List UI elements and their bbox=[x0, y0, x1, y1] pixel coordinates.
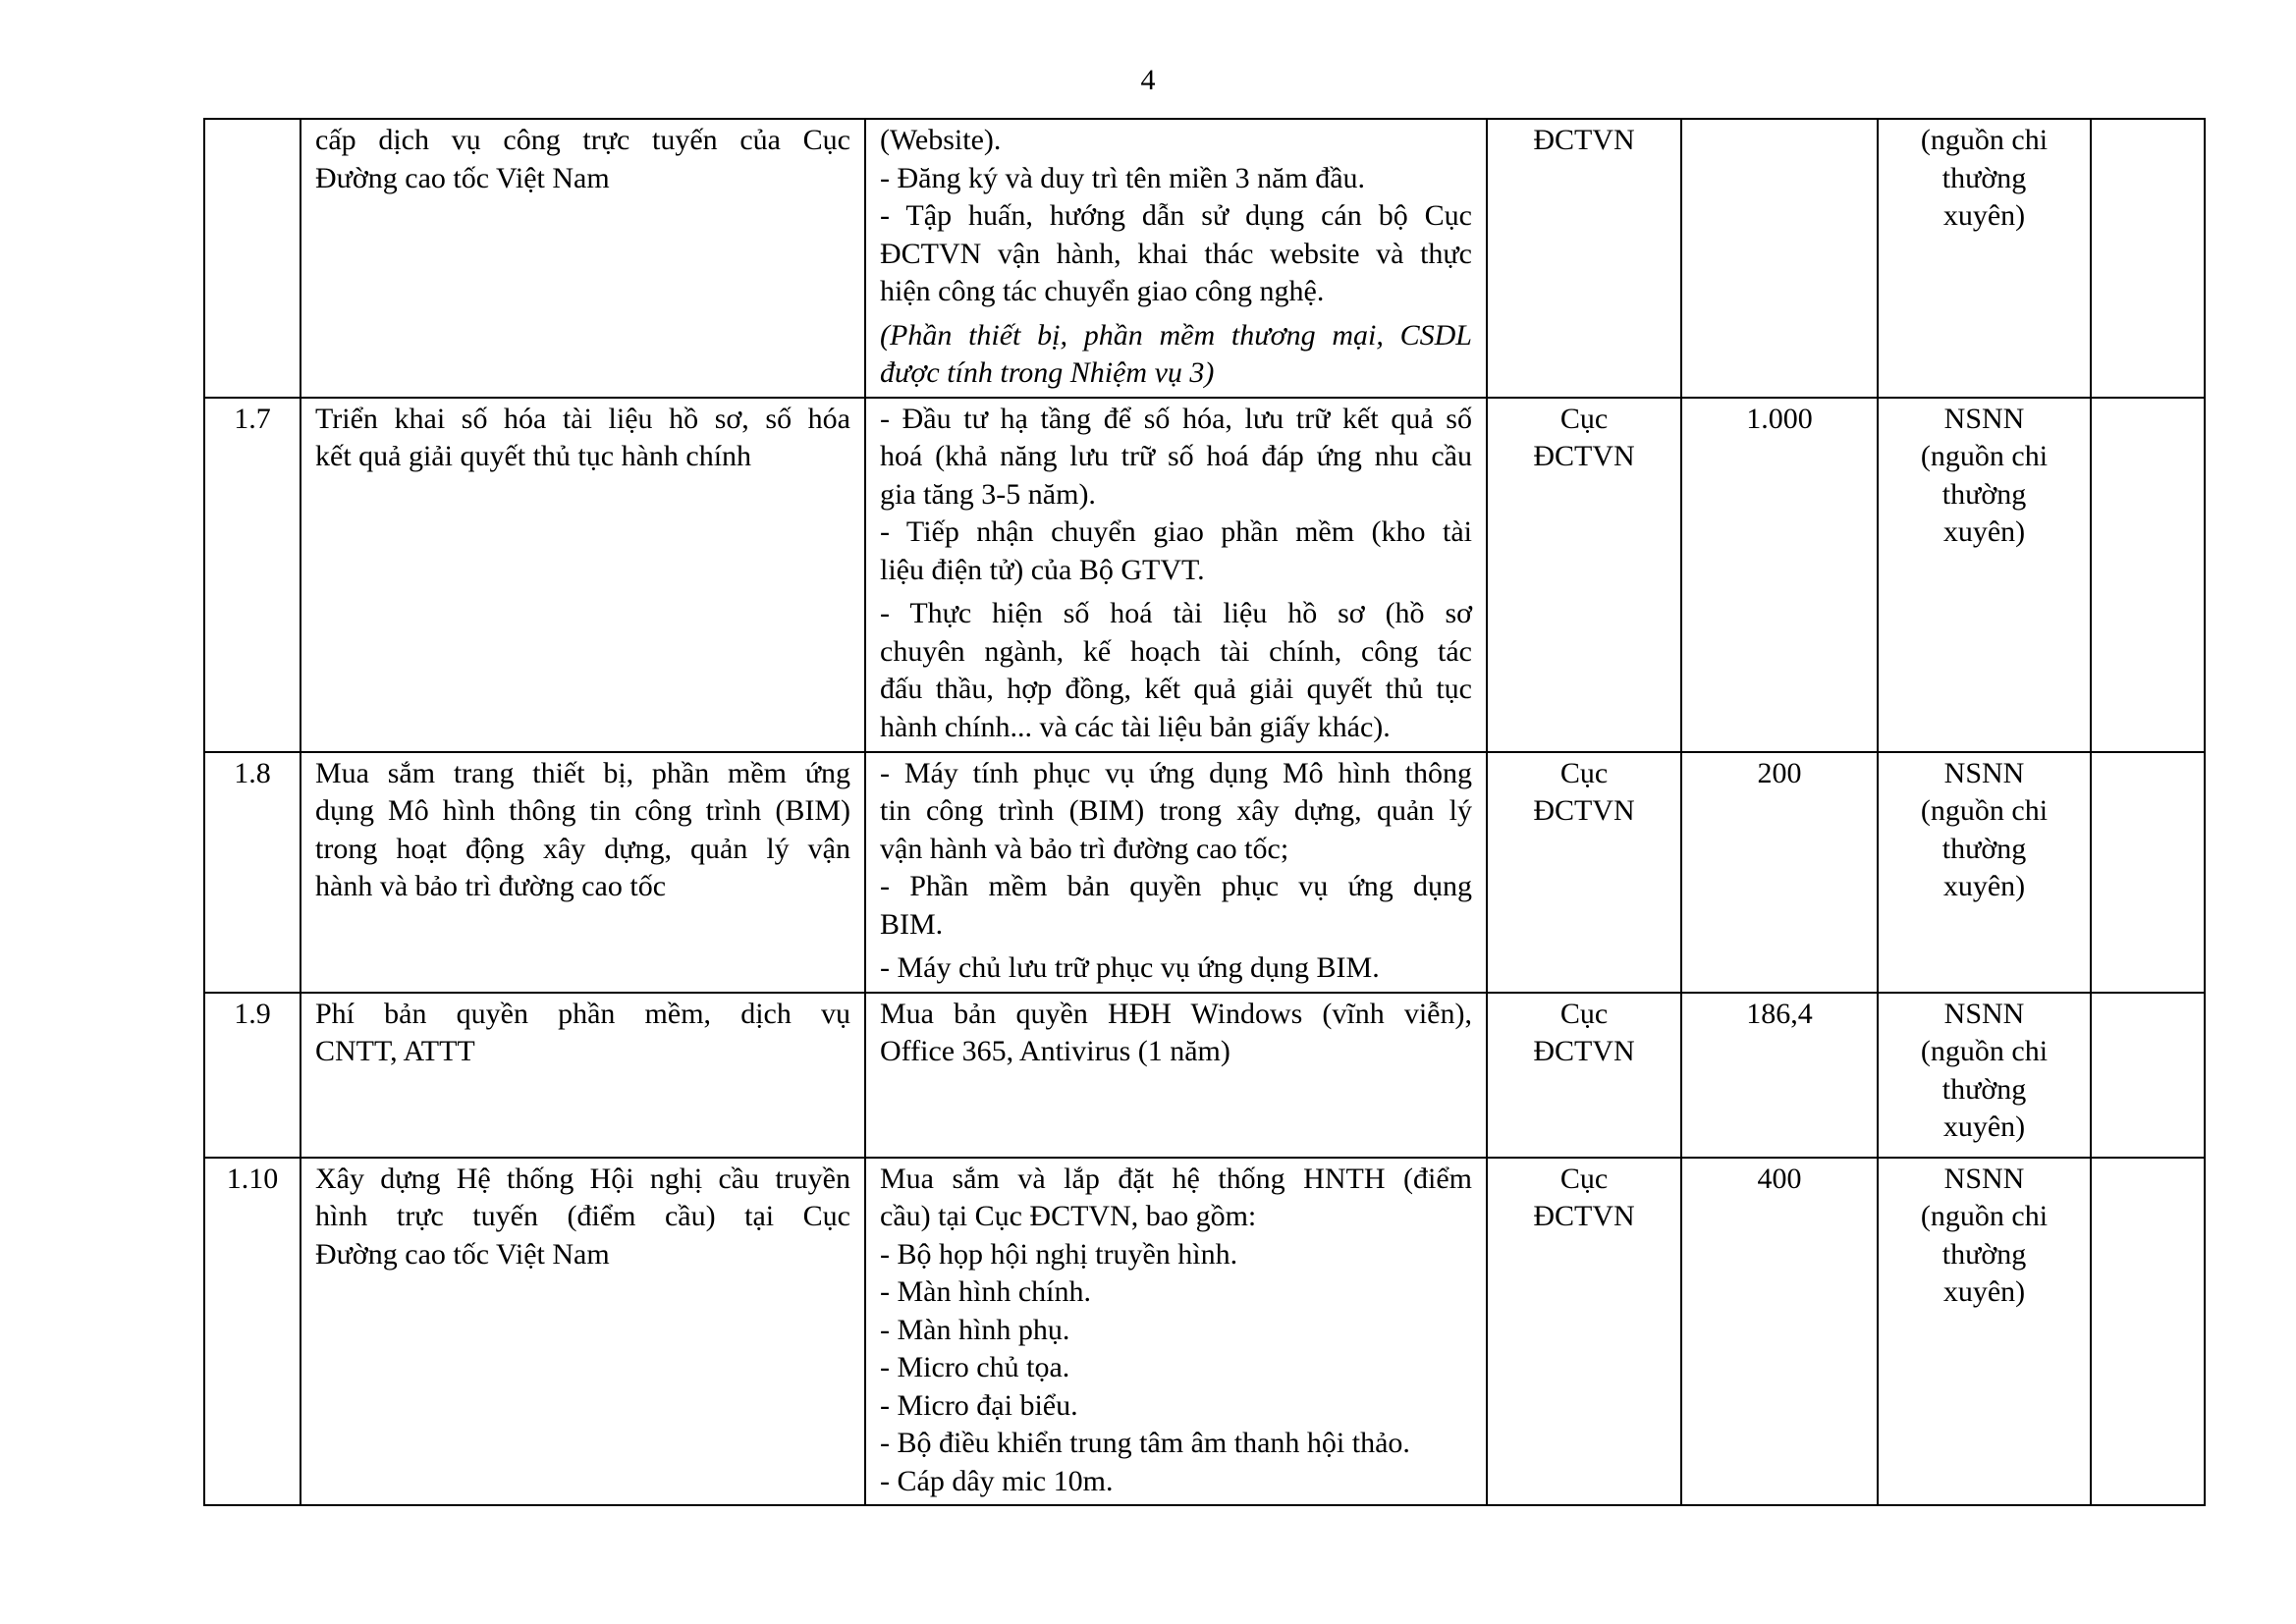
content-cell bbox=[865, 1158, 1487, 1506]
source-line: (nguồn chi bbox=[1920, 794, 2049, 827]
content-line: - Đầu tư hạ tầng để số hóa, lưu trữ kết quả số bbox=[880, 402, 1472, 435]
task-name-line: trong hoạt động xây dựng, quản lý vận bbox=[315, 832, 850, 865]
content-line: - Tập huấn, hướng dẫn sử dụng cán bộ Cục bbox=[880, 199, 1472, 232]
stt-cell: 1.8 bbox=[204, 752, 301, 993]
content-line: Mua bản quyền HĐH Windows (vĩnh viễn), bbox=[880, 997, 1472, 1030]
source-line: thường bbox=[1941, 477, 2027, 511]
stt-cell bbox=[204, 119, 301, 398]
funds-cell: 186,4 bbox=[1681, 993, 1878, 1158]
task-name-line: Mua sắm trang thiết bị, phần mềm ứng bbox=[315, 756, 850, 789]
funds-cell: 400 bbox=[1681, 1158, 1878, 1506]
stt-cell: 1.10 bbox=[204, 1158, 301, 1506]
source-cell bbox=[1878, 1158, 2091, 1506]
content-line: gia tăng 3-5 năm). bbox=[880, 477, 1096, 511]
content-cell bbox=[865, 119, 1487, 398]
table-body bbox=[204, 119, 2205, 1505]
unit-line: Cục bbox=[1559, 997, 1609, 1030]
source-cell bbox=[1878, 752, 2091, 993]
unit-line: ĐCTVN bbox=[1533, 1035, 1635, 1067]
content-cell bbox=[865, 398, 1487, 752]
source-line: (nguồn chi bbox=[1920, 440, 2049, 472]
content-line: Mua sắm và lắp đặt hệ thống HNTH (điểm bbox=[880, 1162, 1472, 1195]
content-line: - Cáp dây mic 10m. bbox=[880, 1464, 1114, 1497]
source-line: NSNN bbox=[1943, 756, 2025, 789]
source-cell bbox=[1878, 993, 2091, 1158]
content-line: - Micro chủ tọa. bbox=[880, 1351, 1070, 1383]
content-line: - Màn hình phụ. bbox=[880, 1313, 1070, 1346]
unit-line: ĐCTVN bbox=[1533, 1200, 1635, 1232]
table-row bbox=[204, 398, 2205, 752]
content-line: liệu điện tử) của Bộ GTVT. bbox=[880, 553, 1205, 586]
source-line: NSNN bbox=[1943, 402, 2025, 435]
source-line: thường bbox=[1941, 1072, 2027, 1106]
task-name-line: kết quả giải quyết thủ tục hành chính bbox=[315, 440, 752, 472]
unit-cell bbox=[1487, 1158, 1681, 1506]
source-line: NSNN bbox=[1943, 997, 2025, 1030]
funds-cell bbox=[1681, 119, 1878, 398]
content-line: vận hành và bảo trì đường cao tốc; bbox=[880, 832, 1289, 865]
plan-table bbox=[203, 118, 2206, 1506]
task-name-cell bbox=[301, 398, 865, 752]
source-line: (nguồn chi bbox=[1920, 1200, 2049, 1232]
task-name-line: hành và bảo trì đường cao tốc bbox=[315, 870, 667, 902]
content-line: (Website). bbox=[880, 124, 1002, 156]
unit-cell bbox=[1487, 398, 1681, 752]
task-name-cell bbox=[301, 1158, 865, 1506]
content-line: hoá (khả năng lưu trữ số hoá đáp ứng nhu cầu bbox=[880, 440, 1472, 472]
content-line: - Bộ họp hội nghị truyền hình. bbox=[880, 1237, 1238, 1271]
content-line: tin công trình (BIM) trong xây dựng, quản lý bbox=[880, 794, 1472, 827]
content-line: - Bộ điều khiển trung tâm âm thanh hội thảo. bbox=[880, 1427, 1410, 1459]
note-cell bbox=[2091, 1158, 2205, 1506]
source-line: NSNN bbox=[1943, 1162, 2025, 1195]
content-line: chuyên ngành, kế hoạch tài chính, công tác bbox=[880, 634, 1472, 668]
table-row bbox=[204, 119, 2205, 398]
unit-line: Cục bbox=[1559, 402, 1609, 435]
source-line: thường bbox=[1941, 161, 2027, 194]
note-cell bbox=[2091, 398, 2205, 752]
task-name-line: Phí bản quyền phần mềm, dịch vụ bbox=[315, 997, 850, 1030]
content-line: đấu thầu, hợp đồng, kết quả giải quyết thủ tục bbox=[880, 673, 1472, 705]
content-line: hành chính... và các tài liệu bản giấy khác). bbox=[880, 710, 1391, 743]
source-line: xuyên) bbox=[1942, 199, 2026, 232]
funds-cell: 1.000 bbox=[1681, 398, 1878, 752]
funds-cell: 200 bbox=[1681, 752, 1878, 993]
content-note-line: được tính trong Nhiệm vụ 3) bbox=[880, 356, 1215, 389]
task-name-line: cấp dịch vụ công trực tuyến của Cục bbox=[315, 124, 850, 156]
content-line: - Máy chủ lưu trữ phục vụ ứng dụng BIM. bbox=[880, 951, 1380, 984]
note-cell bbox=[2091, 993, 2205, 1158]
content-note-line: (Phần thiết bị, phần mềm thương mại, CSDL bbox=[880, 318, 1472, 352]
task-name-cell bbox=[301, 993, 865, 1158]
unit-cell bbox=[1487, 119, 1681, 398]
content-line: cầu) tại Cục ĐCTVN, bao gồm: bbox=[880, 1200, 1257, 1232]
task-name-line: hình trực tuyến (điểm cầu) tại Cục bbox=[315, 1200, 850, 1232]
table-row bbox=[204, 752, 2205, 993]
task-name-line: Đường cao tốc Việt Nam bbox=[315, 1237, 610, 1271]
content-line: - Máy tính phục vụ ứng dụng Mô hình thông bbox=[880, 756, 1472, 789]
content-line: - Thực hiện số hoá tài liệu hồ sơ (hồ sơ bbox=[880, 597, 1472, 629]
note-cell bbox=[2091, 752, 2205, 993]
table-row bbox=[204, 993, 2205, 1158]
task-name-line: Triển khai số hóa tài liệu hồ sơ, số hóa bbox=[315, 402, 850, 435]
content-line: Office 365, Antivirus (1 năm) bbox=[880, 1035, 1230, 1067]
unit-line: Cục bbox=[1559, 1162, 1609, 1195]
note-cell bbox=[2091, 119, 2205, 398]
content-line: BIM. bbox=[880, 907, 944, 941]
content-line: - Tiếp nhận chuyển giao phần mềm (kho tài bbox=[880, 515, 1472, 548]
content-cell bbox=[865, 993, 1487, 1158]
content-cell bbox=[865, 752, 1487, 993]
source-line: xuyên) bbox=[1942, 1110, 2026, 1143]
task-name-line: CNTT, ATTT bbox=[315, 1035, 475, 1067]
content-line: ĐCTVN vận hành, khai thác website và thực bbox=[880, 237, 1472, 270]
page-number: 4 bbox=[1140, 64, 1156, 96]
content-line: - Màn hình chính. bbox=[880, 1275, 1091, 1308]
unit-line: Cục bbox=[1559, 756, 1609, 789]
source-line: thường bbox=[1941, 1237, 2027, 1271]
content-line: hiện công tác chuyển giao công nghệ. bbox=[880, 275, 1325, 307]
source-line: xuyên) bbox=[1942, 870, 2026, 902]
unit-cell bbox=[1487, 752, 1681, 993]
source-line: thường bbox=[1941, 832, 2027, 865]
task-name-line: dụng Mô hình thông tin công trình (BIM) bbox=[315, 794, 850, 827]
stt-cell: 1.9 bbox=[204, 993, 301, 1158]
table-row bbox=[204, 1158, 2205, 1506]
source-line: xuyên) bbox=[1942, 515, 2026, 548]
task-name-cell bbox=[301, 119, 865, 398]
content-line: - Phần mềm bản quyền phục vụ ứng dụng bbox=[880, 870, 1472, 902]
content-line: - Micro đại biểu. bbox=[880, 1388, 1078, 1422]
content-line: - Đăng ký và duy trì tên miền 3 năm đầu. bbox=[880, 161, 1366, 194]
unit-cell bbox=[1487, 993, 1681, 1158]
stt-cell: 1.7 bbox=[204, 398, 301, 752]
unit-line: ĐCTVN bbox=[1533, 440, 1635, 472]
task-name-cell bbox=[301, 752, 865, 993]
unit-line: ĐCTVN bbox=[1533, 794, 1635, 827]
task-name-line: Xây dựng Hệ thống Hội nghị cầu truyền bbox=[315, 1162, 850, 1195]
task-name-line: Đường cao tốc Việt Nam bbox=[315, 161, 610, 194]
unit-line: ĐCTVN bbox=[1533, 124, 1635, 156]
source-line: (nguồn chi bbox=[1920, 124, 2049, 156]
source-cell bbox=[1878, 398, 2091, 752]
source-line: (nguồn chi bbox=[1920, 1035, 2049, 1067]
source-cell bbox=[1878, 119, 2091, 398]
source-line: xuyên) bbox=[1942, 1275, 2026, 1308]
